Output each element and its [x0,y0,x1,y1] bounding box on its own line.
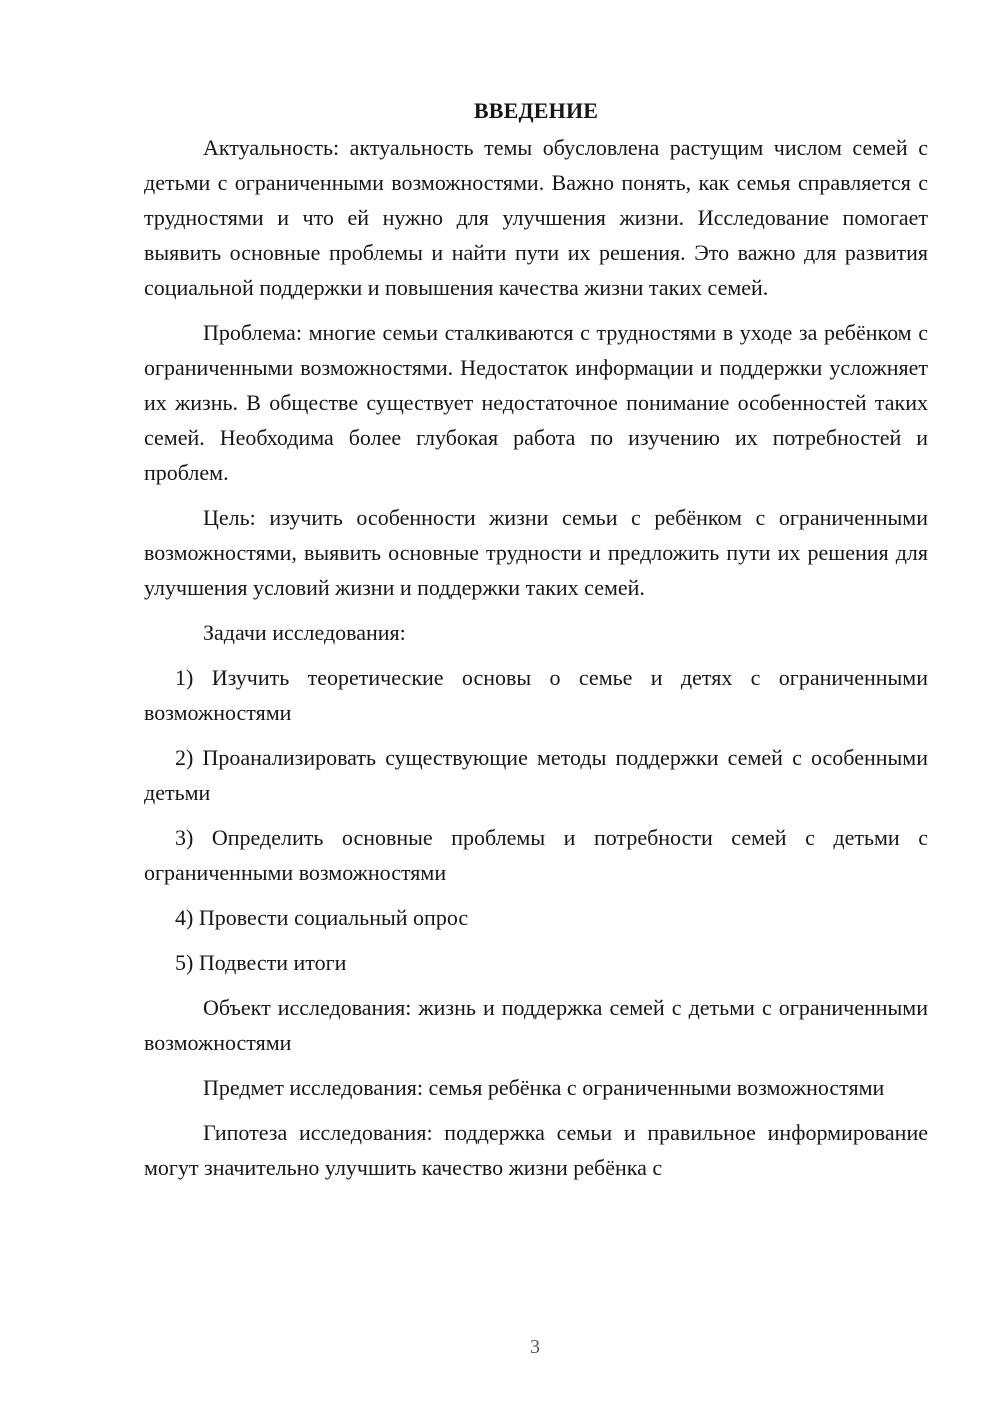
document-page [144,92,928,1185]
paragraph-hypothesis: Гипотеза исследования: поддержка семьи и правильное информирование могут значительно улучшить качество жизни ребёнка с [144,1120,928,1180]
page-number: 3 [530,1336,540,1358]
task-item-3: 3) Определить основные проблемы и потребности семей с детьми с ограниченными возможностями [144,825,928,885]
paragraph-subject: Предмет исследования: семья ребёнка с ограниченными возможностями [203,1075,885,1100]
page-title: ВВЕДЕНИЕ [473,98,599,123]
paragraph-relevance: Актуальность: актуальность темы обусловлена растущим числом семей с детьми с ограниченными возможностями. Важно понять, как семья справляется с трудностями и что ей нужно для улучшения жизни. Исследование помогает выявить основные проблемы и найти пути их решения. Это важно для развития социальной поддержки и повышения качества жизни таких семей. [144,135,928,300]
task-item-1: 1) Изучить теоретические основы о семье и детях с ограниченными возможностями [144,665,928,725]
paragraph-object: Объект исследования: жизнь и поддержка семей с детьми с ограниченными возможностями [144,995,928,1055]
paragraph-problem: Проблема: многие семьи сталкиваются с трудностями в уходе за ребёнком с ограниченными возможностями. Недостаток информации и поддержки усложняет их жизнь. В обществе существует недостаточное понимание особенностей таких семей. Необходима более глубокая работа по изучению их потребностей и проблем. [144,320,928,485]
task-item-5: 5) Подвести итоги [175,950,347,975]
task-item-2: 2) Проанализировать существующие методы поддержки семей с особенными детьми [144,745,928,805]
task-item-4: 4) Провести социальный опрос [175,905,469,930]
paragraph-goal: Цель: изучить особенности жизни семьи с ребёнком с ограниченными возможностями, выявить основные трудности и предложить пути их решения для улучшения условий жизни и поддержки таких семей. [144,505,928,600]
tasks-heading: Задачи исследования: [203,620,406,645]
